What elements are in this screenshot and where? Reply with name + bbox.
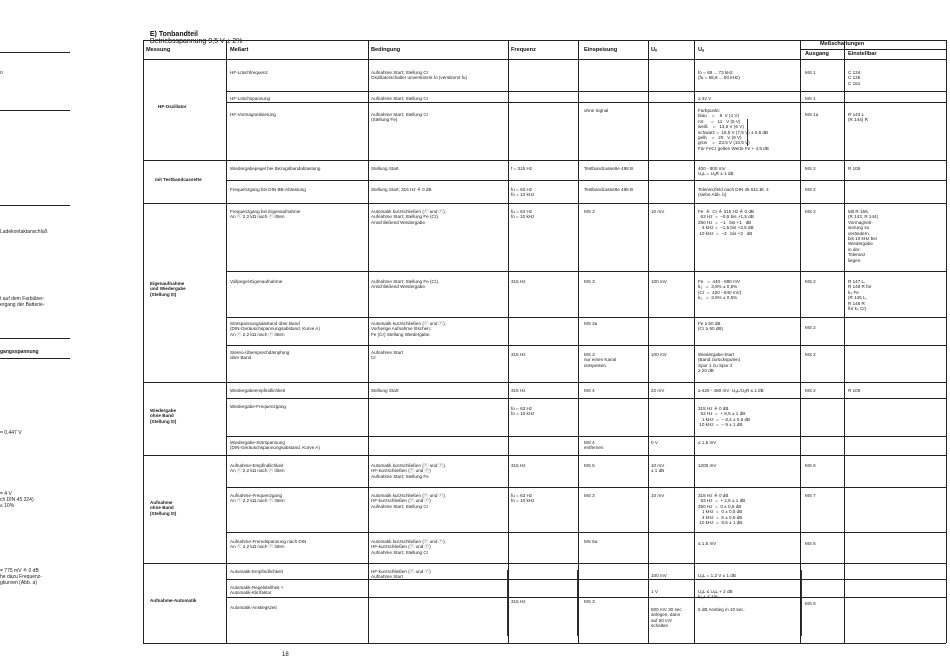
automatik-bracket xyxy=(507,570,511,636)
cell-ua-tolerance: ± 0,5 dB xyxy=(751,130,769,135)
cell-ue: 10 mV xyxy=(651,209,665,214)
cell-ausgang: MS 2 xyxy=(805,187,816,192)
grid-hline xyxy=(226,382,946,383)
cell-frequenz: 315 Hz xyxy=(511,279,526,284)
cell-ausgang: MS 1 xyxy=(805,96,816,101)
cell-bedingung: Automatik kurzschließen (ⓥ und ⓥ). HF-kurzschließen (ⓥ und ⓥ) Aufnahme Start; Stellung Cr xyxy=(371,493,447,509)
cell-einspeisung: MS 3 xyxy=(584,599,595,604)
cell-ausgang: MS 2 xyxy=(805,325,816,330)
grid-hline xyxy=(143,40,946,41)
cell-ausgang: MS 7 xyxy=(805,493,816,498)
cell-messart: Aufnahme-Frequenzgang An ⓥ 2,2 kΩ nach ⓥ löten xyxy=(230,493,285,504)
cell-bedingung: Aufnahme Start; Stellung Cr Oszillatorschalter unverstimmt fo (verstimmt fu) xyxy=(371,70,467,81)
grid-hline xyxy=(226,436,946,437)
cell-messart: Vollpegel-Eigenaufnahme xyxy=(230,279,283,284)
cell-bedingung: Aufnahme Start; Stellung Cr xyxy=(371,96,429,101)
cell-messart: Wiedergabeempfindlichkeit xyxy=(230,388,286,393)
cell-einspeisung: MS 3 nur einen Kanal einspeisen. xyxy=(584,352,617,368)
cell-frequenz: 315 Hz xyxy=(511,463,526,468)
cell-ua: Farbpunkt: blau = 9 V (4 V) rot = 11 V (5 V) weiß = 13,5 V (6 V) schwarz = 16,5 V (7,5 V) gelb = 20 V (9 V) grün = 23,5 V (10,5 V) Für FeCr gelten Werte Fe + 4,5 dB xyxy=(698,108,769,151)
col-header-frequenz: Frequenz xyxy=(511,47,536,53)
page-title-rest: Betriebsspannung 9,5 V ± 2% xyxy=(149,38,243,45)
group-label: Eigenaufnahme und Wiedergabe (Stellung ⊡) xyxy=(150,281,186,297)
col-header-einstellbar: Einstellbar xyxy=(848,51,877,57)
cell-einspeisung: MS 5a xyxy=(584,539,598,544)
cell-frequenz: fu = 63 Hz fo = 10 kHz xyxy=(511,209,535,220)
margin-rule xyxy=(0,358,70,359)
grid-vline xyxy=(143,40,144,643)
cell-bedingung: Automatik kurzschließen (ⓥ und ⓥ). Aufnahme Start; Stellung Fe (Cr). Anschließend Wiedergabe. xyxy=(371,209,447,225)
margin-text: = 0,447 V xyxy=(0,430,22,436)
grid-hline xyxy=(800,49,946,50)
margin-text: = 4 V ch DIN 45 324) ≤ 10% xyxy=(0,491,34,509)
grid-hline xyxy=(226,597,946,598)
cell-einstellbar: R 105 xyxy=(848,388,861,393)
grid-hline xyxy=(226,579,946,580)
col-header-ua: Uₐ xyxy=(698,47,705,53)
grid-hline xyxy=(143,203,226,204)
grid-hline xyxy=(226,160,946,161)
cell-einstellbar: R 143 L (R 144) R xyxy=(848,112,868,123)
cell-einspeisung: MS 4 entfernen xyxy=(584,440,604,451)
cell-bedingung: Automatik kurzschließen (ⓥ und ⓥ). HF-kurzschließen (ⓥ und ⓥ) Aufnahme Start; Stellung Cr xyxy=(371,539,447,555)
cell-ua: Toleranzfeld nach DIN 45 511 Bl. 4 (siehe Abb. b) xyxy=(698,187,769,198)
cell-ausgang: MS 2 xyxy=(805,352,816,357)
grid-hline xyxy=(226,345,946,346)
grid-vline xyxy=(648,40,649,643)
col-header-einspeisung: Einspeisung xyxy=(584,47,618,53)
cell-messart: Aufnahme-Fremdspannung nach DIN An ⓥ 2,2 kΩ nach ⓥ löten xyxy=(230,539,307,550)
cell-ue: 100 mV xyxy=(651,279,667,284)
cell-messart: Automatik-Empfindlichkeit xyxy=(230,569,283,574)
cell-messart: Wiedergabepegel bei Bezugsbandabtastung xyxy=(230,166,321,171)
cell-ausgang: MS 2 xyxy=(805,388,816,393)
cell-bedingung: Automatik kurzschließen (ⓥ und ⓥ). HF-kurzschließen (ⓥ und ⓥ) Aufnahme Start; Stellung Fe xyxy=(371,463,447,479)
cell-messart: HF-Vormagnetisierung xyxy=(230,112,276,117)
cell-messart: Wiedergabe-Störspannung (DIN-Geräuschspannungsabstand, Kurve A) xyxy=(230,440,320,451)
cell-einstellbar: R 105 xyxy=(848,166,861,171)
cell-ua: 315 Hz ≙ 0 dB 63 Hz = + 8,5 ± 1 dB 1 kHz = − 8,4 ± 0,5 dB 10 kHz = − 9 ± 1 dB xyxy=(698,406,751,428)
page-title-bold: E) Tonbandteil xyxy=(149,31,198,38)
grid-hline xyxy=(143,382,226,383)
grid-hline xyxy=(226,91,946,92)
cell-ua: Wiedergabe-Start (Band zurückspulen) Spur 1 zu Spur 2 ≥ 20 dB xyxy=(698,352,741,374)
cell-ue: 500 mV 30 sec anlegen, dann auf 50 mV schalten xyxy=(651,607,682,629)
grid-hline xyxy=(226,455,946,456)
margin-rule xyxy=(0,338,70,339)
grid-hline xyxy=(226,271,946,272)
cell-ua: ≥ 420 - 480 mV UₐL/UₐR ≤ 1 dB xyxy=(698,388,764,393)
cell-frequenz: 315 Hz xyxy=(511,599,526,604)
cell-bedingung: HF-kurzschließen (ⓥ und ⓥ) Aufnahme Start xyxy=(371,569,431,580)
cell-einspeisung: MS 5 xyxy=(584,463,595,468)
cell-ausgang: MS 6 xyxy=(805,463,816,468)
cell-ausgang: MS 2 xyxy=(805,209,816,214)
grid-hline xyxy=(226,563,946,564)
grid-hline xyxy=(226,180,946,181)
cell-ausgang: MS 6 xyxy=(805,601,816,606)
cell-bedingung: Aufnahme Start; Stellung Fe (Cr). Anschließend Wiedergabe. xyxy=(371,279,440,290)
cell-ua: UₐL = 1,2 V ± 1 dB xyxy=(698,573,736,578)
page-number: 18 xyxy=(282,652,289,658)
grid-vline xyxy=(694,40,695,643)
grid-vline xyxy=(578,40,579,643)
grid-vline xyxy=(800,40,801,643)
cell-einspeisung: Testbandcassette 488 B xyxy=(584,187,634,192)
cell-ua: 315 Hz ≙ 0 dB 63 Hz = + 2,5 ± 1 dB 250 Hz = 0 ± 0,5 dB 1 kHz = 0 ± 0,5 dB 4 kHz = 6 ± 0,5 dB 10 kHz = 8,5 ± 1 dB xyxy=(698,493,746,526)
cell-messart: Störspannungsabstand über Band (DIN-Geräuschspannungsabstand, Kurve A) An ⓥ 2,2 kΩ nach ⓥ löten xyxy=(230,321,320,337)
cell-messart: Frequenzgang bei DIN BB-Abtastung xyxy=(230,187,306,192)
grid-hline xyxy=(226,102,946,103)
grid-hline xyxy=(143,563,226,564)
cell-einspeisung: MS 4 xyxy=(584,388,595,393)
cell-frequenz: fu = 63 Hz fo = 10 kHz xyxy=(511,493,535,504)
cell-ua: Fe = 440 - 880 mV k₃ = 3,5% ± 0,5% (Cr = 420 - 840 mV) k₃ = 3,5% ± 0,5% xyxy=(698,279,742,301)
cell-ue: 22 mV xyxy=(651,388,665,393)
col-header-messung: Messung xyxy=(146,47,171,53)
col-header-bedingung: Bedingung xyxy=(371,47,401,53)
cell-bedingung: Aufnahme Start Cr xyxy=(371,350,403,361)
cell-ausgang: MS 6 xyxy=(805,541,816,546)
cell-messart: Wiedergabe-Frequenzgang xyxy=(230,404,286,409)
automatik-bracket xyxy=(577,570,581,636)
cell-ue: 10 mV xyxy=(651,493,665,498)
cell-ausgang: MS 1a xyxy=(805,112,819,117)
grid-vline xyxy=(844,40,845,643)
grid-hline xyxy=(226,203,946,204)
cell-ua: fo = 68 ... 73 kHz (fu = 58,8 ... 60 kHz) xyxy=(698,70,740,81)
grid-vline xyxy=(508,40,509,643)
grid-vline xyxy=(946,40,947,643)
margin-text: = 775 mV ≙ 0 dB he dazu Frequenz- gkurven (Abb. a) xyxy=(0,568,42,586)
grid-hline xyxy=(226,398,946,399)
cell-bedingung: Stellung Start; 315 Hz ≙ 0 dB xyxy=(371,187,432,192)
grid-hline xyxy=(226,317,946,318)
cell-ausgang: MS 2 xyxy=(805,279,816,284)
col-header-ausgang: Ausgang xyxy=(805,51,829,57)
cell-einstellbar: R 147 L, R 148 R für k₃ Fe (R 145 L, R 146 R für k₃ Cr) xyxy=(848,279,872,312)
col-header-messschaltungen: Meßschaltungen xyxy=(820,41,865,47)
cell-ausgang: MS 1 xyxy=(805,70,816,75)
cell-ue: 0 V xyxy=(651,440,658,445)
cell-ua: UₐL ≤ UₐL + 2 dB k₃ₓL ≤ 1% xyxy=(698,589,733,600)
cell-bedingung: Aufnahme Start; Stellung Cr (Stellung Fe) xyxy=(371,112,429,123)
tolerance-bracket xyxy=(745,119,748,146)
group-label: Aufnahme-Automatik xyxy=(150,598,197,603)
cell-einspeisung: MS 3a xyxy=(584,321,598,326)
cell-messart: Automatik-Regelsteilheit + Automatik-Klirrfaktor xyxy=(230,585,284,596)
margin-text: t auf dem Farbüber- ergang der Batterie- xyxy=(0,296,45,308)
margin-rule xyxy=(0,205,70,206)
cell-ua: Fe ≥ 50 dB (Cr ≥ 50 dB) xyxy=(698,321,723,332)
cell-ua: ≤ 1,5 mV xyxy=(698,440,717,445)
page-title xyxy=(146,24,242,45)
cell-einspeisung: ohne Signal xyxy=(584,108,609,113)
col-header-ue: Uₑ xyxy=(651,47,658,53)
cell-bedingung: Stellung Start xyxy=(371,388,399,393)
cell-ua: 1200 mV xyxy=(698,463,717,468)
margin-text: Ladekontaktanschluß xyxy=(0,229,48,235)
grid-hline xyxy=(143,59,946,60)
group-label: HF-Oszillator xyxy=(158,104,187,109)
cell-ue: 100 mV xyxy=(651,573,667,578)
cell-frequenz: f = 315 Hz xyxy=(511,166,533,171)
group-label: Aufnahme ohne Band (Stellung ⊡) xyxy=(150,500,177,516)
grid-hline xyxy=(143,455,226,456)
group-label: mit Testbandcassette xyxy=(155,177,202,182)
cell-frequenz: 315 Hz xyxy=(511,388,526,393)
grid-hline xyxy=(143,160,226,161)
cell-messart: HF-Löschspannung xyxy=(230,96,271,101)
cell-ua: 5 dB Anstieg in 10 sec. xyxy=(698,607,745,612)
cell-einstellbar: C 134 C 135 C 151 xyxy=(848,70,861,86)
group-label: Wiedergabe ohne Band (Stellung ⊡) xyxy=(150,408,177,424)
cell-messart: Aufnahme-Empfindlichkeit An ⓥ 2,2 kΩ nach ⓥ löten xyxy=(230,463,285,474)
grid-vline xyxy=(226,40,227,643)
margin-rule xyxy=(0,110,70,111)
grid-vline xyxy=(368,40,369,643)
margin-rule xyxy=(0,52,70,53)
cell-bedingung: Stellung Start xyxy=(371,166,399,171)
automatik-bracket xyxy=(801,570,805,636)
cell-frequenz: fu = 63 Hz fo = 10 kHz xyxy=(511,187,535,198)
cell-einspeisung: MS 3 xyxy=(584,209,595,214)
grid-hline xyxy=(226,487,946,488)
cell-ue: 100 mV xyxy=(651,352,667,357)
margin-text: o xyxy=(0,70,3,76)
cell-messart: Automatik-Anstiegszeit xyxy=(230,605,277,610)
cell-einspeisung: MS 3 xyxy=(584,493,595,498)
cell-ua: Fe ≙ Cr ≙ 315 Hz ≙ 0 dB 63 Hz = −5,5 bis +1,5 dB 250 Hz = −1 bis +1 dB 4 kHz = −1,5 bis +3,5 dB 10 kHz = −3 bis +3 dB xyxy=(698,209,754,236)
cell-bedingung: Automatik kurzschließen (ⓥ und ⓥ). Vorherige Aufnahme löschen; Fe (Cr) Stellung Wiedergabe. xyxy=(371,321,447,337)
cell-einspeisung: MS 3 xyxy=(584,279,595,284)
grid-hline xyxy=(143,643,946,644)
cell-frequenz: 315 Hz xyxy=(511,352,526,357)
cell-einspeisung: Testbandcassette 488 B xyxy=(584,166,634,171)
cell-ua: ≤ 1,5 mV xyxy=(698,541,717,546)
grid-hline xyxy=(226,532,946,533)
cell-ua: ≥ 32 V xyxy=(698,96,712,101)
cell-messart: Frequenzgang bei Eigenaufnahme An ⓥ 2,2 kΩ nach ⓥ löten xyxy=(230,209,301,220)
cell-einstellbar: Mit R 156, (R 143, R 144) Vormagneti- sierung so verändern, bis 10 kHz bei Wiedergabe in der Toleranz liegen. xyxy=(848,209,879,263)
cell-ausgang: MS 2 xyxy=(805,166,816,171)
cell-ue: 10 mV ± 1 dB xyxy=(651,463,665,474)
cell-ua: 400 - 800 mV UₐL = UₐR ± 1 dB xyxy=(698,166,734,177)
cell-ue: 1 V xyxy=(651,589,658,594)
col-header-messart: Meßart xyxy=(230,47,249,53)
cell-messart: HF-Löschfrequenz xyxy=(230,70,268,75)
margin-heading: gangsspannung xyxy=(0,349,39,355)
cell-frequenz: fu = 63 Hz fo = 10 kHz xyxy=(511,406,535,417)
cell-messart: Stereo-Übersprechdämpfung über Band xyxy=(230,350,290,361)
